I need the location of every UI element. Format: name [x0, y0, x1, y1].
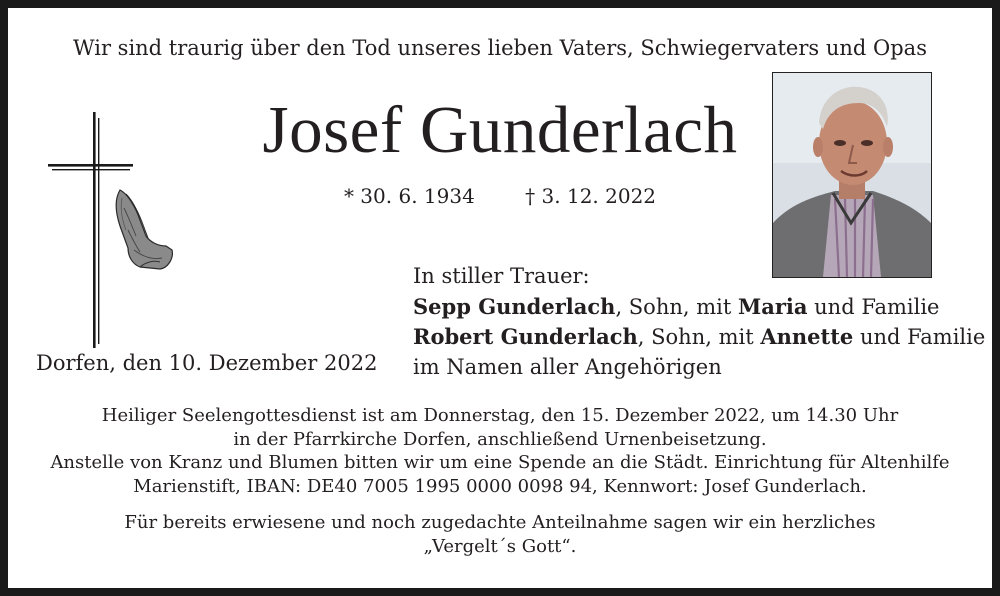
mourner-name: Sepp Gunderlach [413, 293, 616, 319]
birth-date: * 30. 6. 1934 [343, 184, 475, 208]
mourner-partner: Annette [760, 324, 854, 349]
thanks-line: Für bereits erwiesene und noch zugedachte Anteilnahme sagen wir ein herzliches [124, 512, 876, 533]
death-date: † 3. 12. 2022 [525, 184, 657, 208]
mourner-tail: und Familie [807, 294, 940, 319]
mourner-tail: und Familie [853, 325, 986, 349]
mourner-line [413, 322, 985, 353]
mourner-partner: Maria [737, 293, 808, 319]
service-line: Heiliger Seelengottesdienst ist am Donnerstag, den 15. Dezember 2022, um 14.30 Uhr [101, 405, 899, 426]
service-info [8, 404, 992, 498]
service-line: Marienstift, IBAN: DE40 7005 1995 0000 0098 94, Kennwort: Josef Gunderlach. [133, 475, 867, 497]
mourners-heading: In stiller Trauer: [413, 264, 590, 288]
place-and-date: Dorfen, den 10. Dezember 2022 [36, 351, 378, 375]
thanks-text [8, 511, 992, 558]
praying-hands-icon [106, 186, 176, 270]
mourners-block [413, 262, 985, 382]
thanks-line: „Vergelt´s Gott“. [423, 535, 577, 557]
mourner-relation: , Sohn, mit [615, 294, 738, 319]
mourner-line [413, 292, 985, 323]
service-line: Anstelle von Kranz und Blumen bitten wir um eine Spende an die Städt. Einrichtung für Altenhilfe [50, 452, 950, 473]
intro-line: Wir sind traurig über den Tod unseres lieben Vaters, Schwiegervaters und Opas [73, 36, 927, 60]
mourner-relation: , Sohn, mit [637, 325, 761, 349]
portrait-photo [772, 72, 932, 278]
mourner-name: Robert Gunderlach [413, 324, 638, 349]
service-line: in der Pfarrkirche Dorfen, anschließend Urnenbeisetzung. [233, 428, 767, 450]
mourners-closing: im Namen aller Angehörigen [413, 354, 722, 379]
deceased-name: Josef Gunderlach [262, 93, 738, 167]
